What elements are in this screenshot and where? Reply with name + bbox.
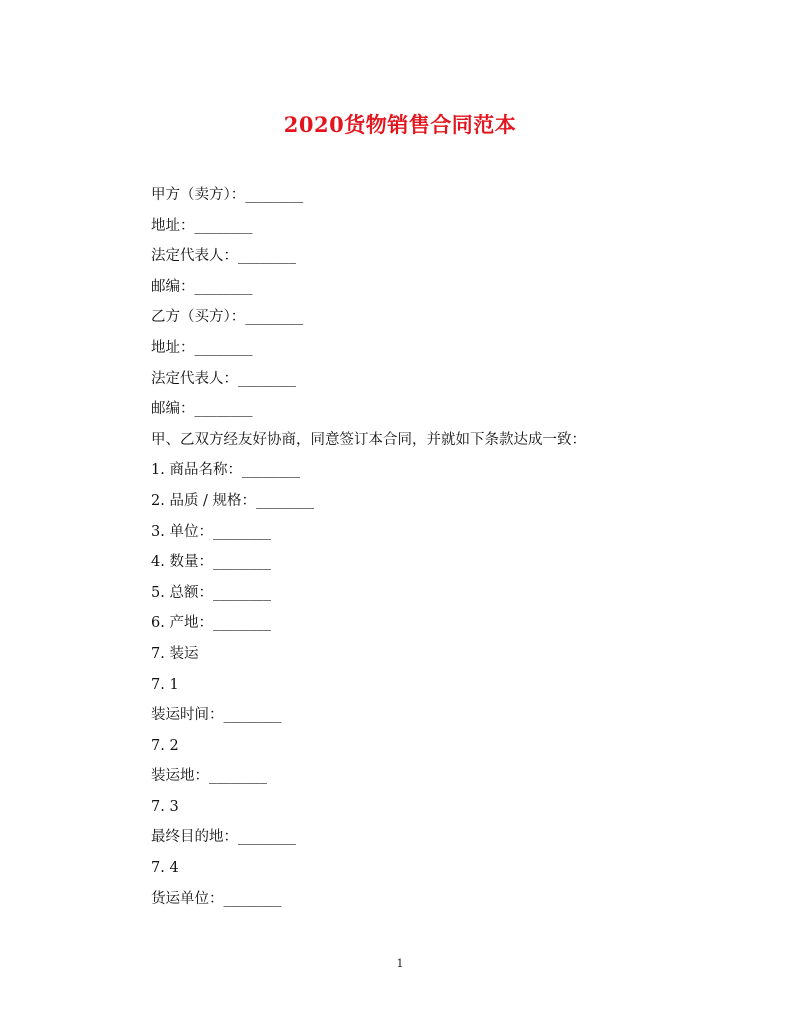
unit-line: 3. 单位：________ <box>151 523 271 540</box>
page-number: 1 <box>396 957 404 970</box>
shipping-time-line: 装运时间：________ <box>151 707 282 724</box>
origin-line: 6. 产地：________ <box>151 615 271 632</box>
buyer-line: 乙方（买方）：________ <box>151 309 304 326</box>
buyer-address-line: 地址：________ <box>151 339 253 356</box>
quality-spec-line: 2. 品质 / 规格：________ <box>151 492 315 509</box>
product-name-line: 1. 商品名称：________ <box>151 462 300 479</box>
shipping-subsection-4: 7. 4 <box>151 860 179 877</box>
final-destination-line: 最终目的地：________ <box>151 829 296 846</box>
seller-representative-line: 法定代表人：________ <box>151 248 296 265</box>
shipping-heading-line: 7. 装运 <box>151 645 199 662</box>
shipping-subsection-1: 7. 1 <box>151 676 179 693</box>
seller-address-line: 地址：________ <box>151 217 253 234</box>
agreement-intro-line: 甲、乙双方经友好协商，同意签订本合同，并就如下条款达成一致： <box>151 431 586 448</box>
quantity-line: 4. 数量：________ <box>151 554 271 571</box>
buyer-representative-line: 法定代表人：________ <box>151 370 296 387</box>
buyer-postcode-line: 邮编：________ <box>151 401 253 418</box>
seller-line: 甲方（卖方）：________ <box>151 187 304 203</box>
shipping-subsection-3: 7. 3 <box>151 798 179 815</box>
shipping-place-line: 装运地：________ <box>151 768 267 785</box>
document-title: 2020货物销售合同范本 <box>283 112 517 137</box>
contract-body <box>151 180 671 914</box>
total-amount-line: 5. 总额：________ <box>151 584 271 601</box>
carrier-line: 货运单位：________ <box>151 890 282 907</box>
shipping-subsection-2: 7. 2 <box>151 737 179 754</box>
seller-postcode-line: 邮编：________ <box>151 278 253 295</box>
